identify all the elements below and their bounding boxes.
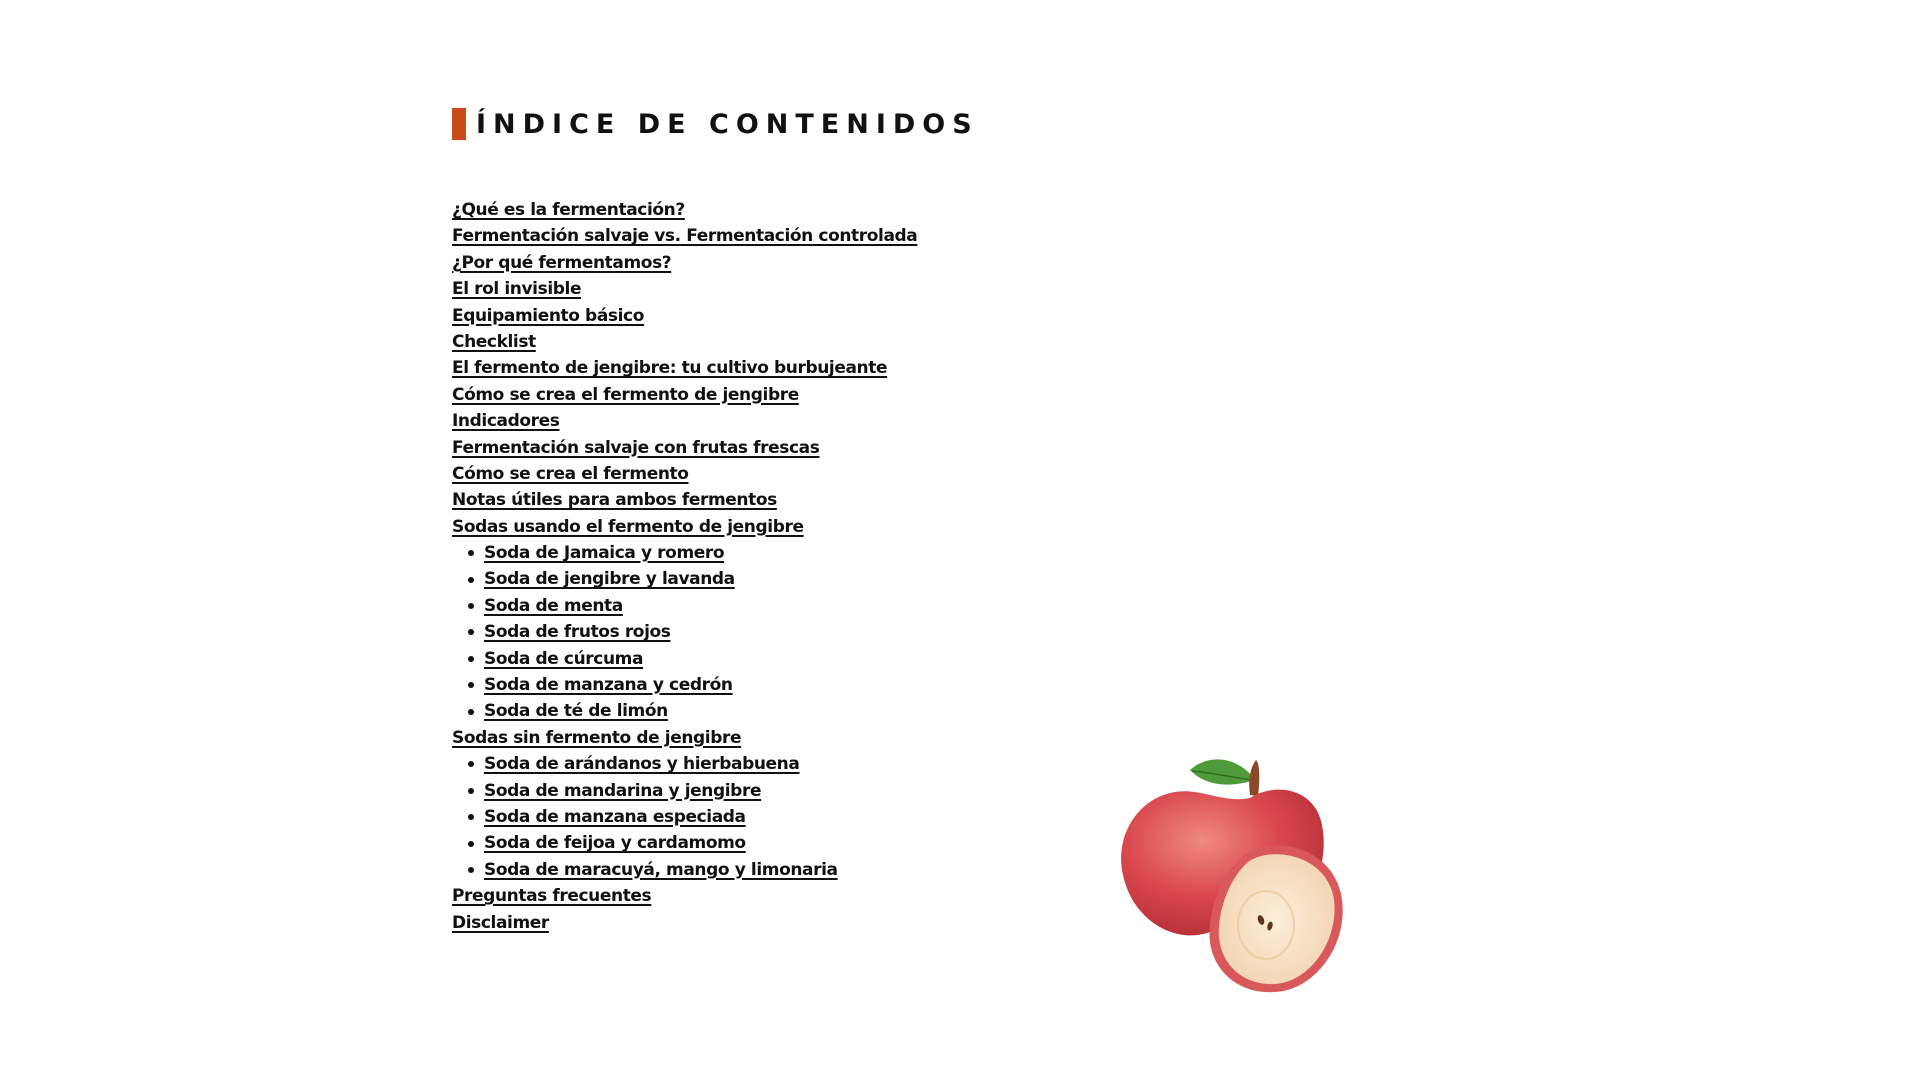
heading-accent-bar [452,108,466,140]
toc-link[interactable]: Cómo se crea el fermento de jengibre [452,384,799,405]
toc-subitem [468,804,1072,830]
bullet-icon [468,603,474,609]
toc-subitem [468,830,1072,856]
toc-sublist-container [452,540,1072,725]
toc-subitem [468,566,1072,592]
bullet-icon [468,709,474,715]
toc-subitem [468,540,1072,566]
toc-sublink[interactable]: Soda de menta [484,595,623,616]
toc-sublink[interactable]: Soda de manzana y cedrón [484,675,733,696]
toc-sublist [452,751,1072,883]
toc-link[interactable]: ¿Qué es la fermentación? [452,200,685,220]
toc-item [452,223,1072,249]
toc-item [452,250,1072,276]
toc-link[interactable]: Fermentación salvaje vs. Fermentación controlada [452,226,918,247]
toc-sublink[interactable]: Soda de arándanos y hierbabuena [484,754,800,775]
toc-link[interactable]: ¿Por qué fermentamos? [452,252,672,273]
bullet-icon [468,629,474,635]
toc-item [452,883,1072,909]
bullet-icon [468,788,474,794]
bullet-icon [468,550,474,556]
toc-sublink[interactable]: Soda de maracuyá, mango y limonaria [484,859,838,880]
toc-sublink[interactable]: Soda de mandarina y jengibre [484,780,762,801]
toc-item [452,355,1072,381]
toc-list [452,197,1072,936]
toc-item [452,197,1072,223]
toc-link[interactable]: Sodas usando el fermento de jengibre [452,516,804,537]
toc-subitem [468,619,1072,645]
toc-subitem [468,857,1072,883]
toc-subitem [468,593,1072,619]
toc-item [452,303,1072,329]
toc-item [452,461,1072,487]
toc-link[interactable]: Sodas sin fermento de jengibre [452,727,742,748]
toc-link[interactable]: El rol invisible [452,279,582,300]
toc-subitem [468,672,1072,698]
toc-subitem [468,751,1072,777]
toc-sublink[interactable]: Soda de feijoa y cardamomo [484,833,746,854]
toc-subitem [468,646,1072,672]
toc-link[interactable]: Preguntas frecuentes [452,886,652,907]
toc-item [452,514,1072,540]
toc-subitem [468,698,1072,724]
toc-sublink[interactable]: Soda de Jamaica y romero [484,543,725,564]
toc-item [452,382,1072,408]
toc-item [452,276,1072,302]
stem-shape [1249,760,1259,796]
apple-illustration-icon [1090,740,1350,1000]
toc-sublink[interactable]: Soda de frutos rojos [484,622,671,643]
bullet-icon [468,761,474,767]
toc-link[interactable]: Notas útiles para ambos fermentos [452,490,777,511]
toc-subitem [468,778,1072,804]
toc-link[interactable]: Fermentación salvaje con frutas frescas [452,437,820,458]
bullet-icon [468,682,474,688]
toc-item [452,725,1072,751]
toc-item [452,435,1072,461]
bullet-icon [468,656,474,662]
heading-title: ÍNDICE DE CONTENIDOS [476,108,979,140]
toc-link[interactable]: Indicadores [452,411,560,432]
toc-link[interactable]: El fermento de jengibre: tu cultivo burbujeante [452,358,888,379]
toc-link[interactable]: Disclaimer [452,912,549,933]
bullet-icon [468,841,474,847]
toc-sublink[interactable]: Soda de cúrcuma [484,648,644,669]
toc-link[interactable]: Checklist [452,331,536,352]
toc-item [452,910,1072,936]
toc-sublink[interactable]: Soda de té de limón [484,701,668,722]
toc-link[interactable]: Cómo se crea el fermento [452,463,689,484]
toc-item [452,329,1072,355]
toc-sublist [452,540,1072,725]
bullet-icon [468,814,474,820]
toc-item [452,487,1072,513]
table-of-contents [452,197,1072,936]
toc-item [452,408,1072,434]
toc-sublist-container [452,751,1072,883]
bullet-icon [468,577,474,583]
toc-sublink[interactable]: Soda de jengibre y lavanda [484,569,735,590]
toc-heading [452,106,979,142]
bullet-icon [468,867,474,873]
toc-link[interactable]: Equipamiento básico [452,305,644,326]
toc-sublink[interactable]: Soda de manzana especiada [484,806,746,827]
